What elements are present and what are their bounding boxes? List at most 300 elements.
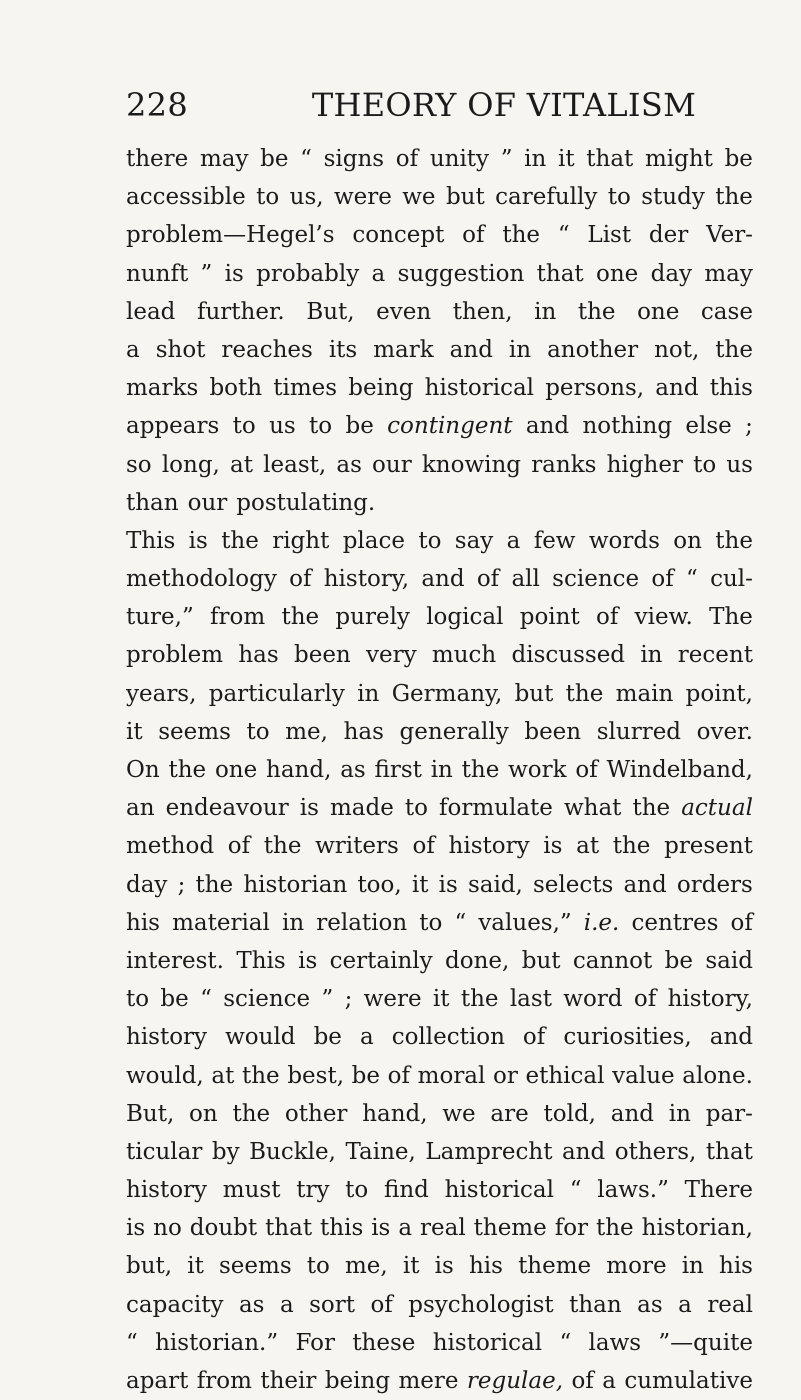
word: as [238, 1291, 265, 1318]
running-head [126, 83, 753, 127]
word: right [272, 527, 330, 554]
word: it [126, 718, 143, 745]
word: point [519, 604, 580, 631]
word: historian, [641, 1215, 753, 1242]
word: ticular [126, 1138, 203, 1165]
word: but [521, 947, 561, 974]
word: of [571, 1368, 594, 1394]
word: historical [432, 1329, 543, 1356]
text-line [126, 1018, 753, 1056]
word: logical [426, 604, 504, 631]
word: but, [126, 1253, 173, 1280]
word: knowing [421, 451, 522, 478]
word: cumulative [624, 1368, 753, 1394]
word: apart [126, 1368, 189, 1394]
word: to [306, 1253, 330, 1280]
word: “ [126, 1329, 138, 1356]
word: in [524, 146, 547, 172]
word: ; [177, 871, 186, 898]
word: try [296, 1177, 330, 1204]
word: curiosities, [563, 1024, 692, 1051]
word: But, [126, 1100, 175, 1127]
word: discussed [511, 642, 626, 669]
word: seems [158, 718, 231, 745]
word: cul- [710, 566, 753, 593]
text-line [126, 1133, 753, 1171]
word: suggestion [397, 260, 525, 287]
word: in [681, 1253, 704, 1280]
word: from [210, 604, 266, 631]
text-line [126, 675, 753, 713]
word: place [342, 527, 405, 554]
word: on [673, 527, 702, 554]
word: it [557, 146, 575, 172]
word: be [160, 986, 189, 1013]
word: science [552, 566, 640, 593]
word: that [536, 260, 584, 287]
page-number: 228 [126, 86, 188, 124]
word: of [595, 604, 619, 631]
word: said [705, 947, 753, 974]
word: Buckle, [249, 1138, 336, 1165]
word: ; [745, 413, 753, 440]
word: his [126, 909, 160, 936]
text-line [126, 293, 753, 331]
word: as [637, 1291, 663, 1318]
text-line [126, 178, 753, 216]
word: over. [696, 718, 753, 745]
word: long, [161, 451, 220, 478]
word: “ [557, 222, 570, 249]
word: This [236, 947, 286, 974]
word: real [707, 1291, 753, 1318]
word: would, [126, 1062, 204, 1089]
word: On [126, 757, 160, 783]
word: material [172, 909, 270, 936]
word: the [577, 298, 616, 325]
word: Ver- [706, 222, 753, 249]
word: in [430, 757, 453, 783]
word: than [569, 1291, 622, 1318]
text-line [126, 484, 753, 522]
word: This [126, 527, 176, 554]
word: of [289, 566, 312, 593]
word: what [563, 795, 622, 822]
word: at [211, 1062, 235, 1089]
word: it [411, 871, 429, 898]
word: best, [287, 1062, 345, 1089]
word: one [596, 260, 639, 287]
word: and [421, 566, 465, 593]
word: appears [126, 413, 220, 440]
word: regulae, [466, 1368, 564, 1394]
word: of [387, 1062, 411, 1089]
word: and [623, 871, 667, 898]
word: the [242, 1062, 280, 1089]
word: centres [631, 909, 719, 936]
word: another [547, 336, 639, 363]
word: study [641, 184, 705, 211]
word: science [223, 986, 311, 1013]
word: years, [126, 680, 197, 707]
word: or [493, 1062, 518, 1089]
word: told, [543, 1100, 596, 1127]
text-line [126, 1057, 753, 1095]
word: be [260, 146, 289, 172]
word: a [126, 336, 140, 363]
text-line [126, 713, 753, 751]
text-line [126, 140, 753, 178]
word: must [222, 1177, 281, 1204]
word: history, [323, 566, 410, 593]
text-line [126, 942, 753, 980]
word: slurred [596, 718, 682, 745]
text-line [126, 904, 753, 942]
word: actual [681, 795, 753, 822]
word: values,” [478, 909, 572, 936]
word: said, [467, 871, 523, 898]
word: and [709, 1024, 753, 1051]
word: the [221, 527, 259, 554]
word: a [359, 1024, 374, 1051]
word: both [209, 375, 263, 402]
text-line [126, 446, 753, 484]
word: ” [321, 986, 334, 1013]
word: a [506, 527, 521, 554]
word: their [260, 1368, 317, 1394]
word: view. [634, 604, 693, 631]
text-line [126, 980, 753, 1018]
text-line [126, 866, 753, 904]
word: has [238, 642, 279, 669]
word: par- [705, 1100, 753, 1127]
word: theme [518, 1253, 592, 1280]
word: real [420, 1215, 466, 1242]
word: the [596, 1215, 634, 1242]
word: one [637, 298, 680, 325]
word: orders [676, 871, 753, 898]
word: words [588, 527, 660, 554]
word: concept [352, 222, 445, 249]
word: relation [316, 909, 408, 936]
word: but [445, 184, 485, 211]
text-line [126, 560, 753, 598]
word: the [232, 1100, 271, 1127]
word: nothing [582, 413, 673, 440]
word: capacity [126, 1291, 224, 1318]
text-line [126, 1362, 753, 1400]
word: an [126, 795, 155, 822]
word: in [281, 909, 305, 936]
word: a [398, 1215, 413, 1242]
word: method [126, 833, 215, 860]
word: the [263, 833, 302, 860]
word: Germany, [391, 680, 503, 707]
word: “ [686, 566, 698, 593]
word: to [418, 527, 442, 554]
word: is [126, 1215, 146, 1242]
word: doubt [189, 1215, 258, 1242]
text-line [126, 1286, 753, 1324]
word: we [442, 1100, 476, 1127]
word: the [715, 527, 753, 554]
word: least, [263, 451, 327, 478]
word: to [419, 909, 443, 936]
word: we [402, 184, 436, 211]
word: laws [588, 1329, 642, 1356]
word: be [724, 146, 753, 172]
word: then, [452, 298, 513, 325]
word: seems [218, 1253, 292, 1280]
word: to [607, 184, 631, 211]
text-line [126, 1171, 753, 1209]
word: theme [473, 1215, 547, 1242]
word: But, [306, 298, 355, 325]
word: particularly [208, 680, 345, 707]
word: its [328, 336, 358, 363]
text-line [126, 598, 753, 636]
word: it [187, 1253, 204, 1280]
word: to [126, 986, 150, 1013]
word: there [126, 146, 189, 172]
word: so [126, 451, 152, 478]
word: a [602, 1368, 616, 1394]
word: history [448, 833, 530, 860]
word: work [508, 757, 567, 783]
word: unity [429, 146, 490, 172]
text-line [126, 216, 753, 254]
word: and [561, 1138, 606, 1165]
word: ethical [525, 1062, 605, 1089]
word: been [293, 642, 351, 669]
word: mere [398, 1368, 459, 1394]
word: ”—quite [658, 1329, 753, 1356]
word: of [227, 833, 251, 860]
word: history, [667, 986, 753, 1013]
word: selects [533, 871, 614, 898]
word: has [343, 718, 384, 745]
word: that [586, 146, 634, 172]
word: moral [417, 1062, 486, 1089]
word: the [168, 757, 207, 783]
word: of [462, 222, 485, 249]
word: point, [685, 680, 753, 707]
word: is [371, 1215, 391, 1242]
word: too, [357, 871, 402, 898]
word: much [431, 642, 497, 669]
word: may [199, 146, 249, 172]
word: ranks [531, 451, 597, 478]
word: i.e. [583, 909, 620, 936]
word: the [281, 604, 320, 631]
word: be [664, 947, 693, 974]
word: lead [126, 298, 176, 325]
word: of [633, 986, 657, 1013]
word: is [434, 1253, 454, 1280]
word: List [587, 222, 632, 249]
word: recent [677, 642, 753, 669]
word: “ [300, 146, 312, 172]
word: a [279, 1291, 294, 1318]
word: the [502, 222, 541, 249]
word: higher [606, 451, 683, 478]
word: case [700, 298, 753, 325]
word: carefully [495, 184, 598, 211]
text-line [126, 1095, 753, 1133]
word: of [730, 909, 753, 936]
word: collection [391, 1024, 505, 1051]
word: be [351, 1062, 380, 1089]
word: historian.” [155, 1329, 279, 1356]
word: of [395, 146, 419, 172]
text-line [126, 369, 753, 407]
word: us, [289, 184, 324, 211]
word: is [299, 795, 319, 822]
word: and [655, 375, 699, 402]
word: others, [614, 1138, 697, 1165]
word: at [230, 451, 253, 478]
word: For [295, 1329, 335, 1356]
word: reaches [221, 336, 313, 363]
word: a [371, 260, 386, 287]
word: to [246, 718, 270, 745]
word: by [211, 1138, 240, 1165]
word: further. [196, 298, 285, 325]
word: interest. [126, 947, 224, 974]
word: hand, [362, 1100, 428, 1127]
text-line [126, 1324, 753, 1362]
word: present [664, 833, 753, 860]
word: methodology [126, 566, 277, 593]
word: psychologist [408, 1291, 554, 1318]
text-line [126, 789, 753, 827]
word: were [333, 184, 392, 211]
word: problem—Hegel’s [126, 222, 335, 249]
word: writers [315, 833, 399, 860]
word: in [668, 1100, 691, 1127]
word: his [468, 1253, 503, 1280]
body-text [126, 140, 753, 1400]
word: There [684, 1177, 753, 1204]
word: problem [126, 642, 224, 669]
word: “ [200, 986, 212, 1013]
word: say [454, 527, 494, 554]
text-line [126, 1247, 753, 1285]
word: in [357, 680, 380, 707]
word: ” [500, 146, 513, 172]
word: ture,” [126, 604, 194, 631]
word: not, [654, 336, 700, 363]
word: day [650, 260, 693, 287]
word: and [525, 413, 570, 440]
text-line [126, 751, 753, 789]
word: than [126, 489, 179, 516]
word: a [678, 1291, 692, 1318]
word: laws.” [597, 1177, 669, 1204]
word: of [412, 833, 435, 860]
word: shot [155, 336, 206, 363]
word: ” [200, 260, 213, 287]
text-line [126, 522, 753, 560]
word: to [309, 413, 333, 440]
word: done, [445, 947, 510, 974]
word: us [269, 413, 296, 440]
word: in [508, 336, 532, 363]
word: of [575, 757, 598, 783]
word: one [214, 757, 258, 783]
word: of [522, 1024, 546, 1051]
word: be [345, 413, 374, 440]
word: else [685, 413, 732, 440]
text-line [126, 1209, 753, 1247]
word: me, [345, 1253, 388, 1280]
word: history [126, 1024, 208, 1051]
word: “ [559, 1329, 572, 1356]
word: in [640, 642, 663, 669]
word: are [490, 1100, 529, 1127]
word: it [432, 986, 450, 1013]
word: the [715, 184, 753, 211]
word: is [188, 527, 208, 554]
word: formulate [439, 795, 553, 822]
word: would [225, 1024, 296, 1051]
word: for [554, 1215, 589, 1242]
word: very [366, 642, 417, 669]
word: being [324, 1368, 391, 1394]
word: Windelband, [606, 757, 753, 783]
word: marks [126, 375, 199, 402]
word: the [612, 833, 651, 860]
word: this [709, 375, 753, 402]
word: times [273, 375, 338, 402]
word: cannot [572, 947, 653, 974]
word: find [384, 1177, 429, 1204]
word: being [348, 375, 414, 402]
word: word [563, 986, 623, 1013]
word: accessible [126, 184, 246, 211]
word: few [533, 527, 576, 554]
word: hand, [266, 757, 332, 783]
word: more [606, 1253, 667, 1280]
word: alone. [682, 1062, 753, 1089]
word: as [340, 757, 366, 783]
word: main [615, 680, 674, 707]
word: “ [569, 1177, 582, 1204]
text-line [126, 331, 753, 369]
word: day [126, 871, 168, 898]
word: the [460, 986, 499, 1013]
word: Lamprecht [425, 1138, 553, 1165]
word: be [313, 1024, 342, 1051]
word: value [612, 1062, 675, 1089]
word: “ [454, 909, 467, 936]
running-title: THEORY OF VITALISM [311, 86, 697, 124]
word: all [511, 566, 540, 593]
word: and [610, 1100, 655, 1127]
word: to [693, 451, 717, 478]
word: is [224, 260, 244, 287]
text-line [126, 407, 753, 445]
word: probably [256, 260, 360, 287]
word: might [644, 146, 713, 172]
word: first [374, 757, 422, 783]
word: to [256, 184, 280, 211]
word: historical [444, 1177, 554, 1204]
word: historical [424, 375, 535, 402]
word: history [126, 1177, 208, 1204]
word: been [524, 718, 582, 745]
word: but [514, 680, 554, 707]
